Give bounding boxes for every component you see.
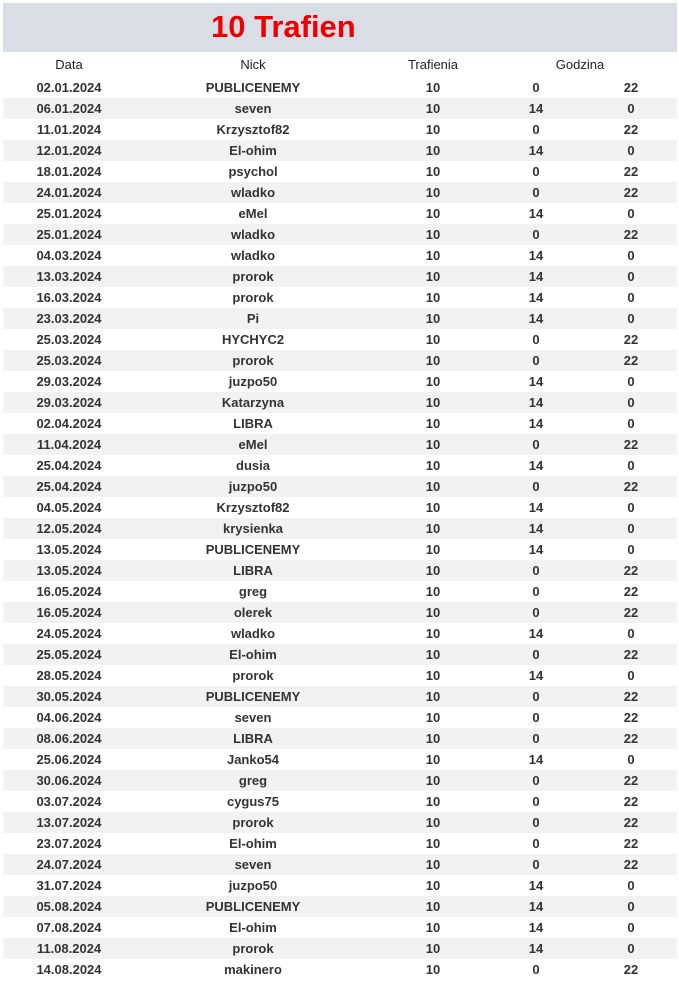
table-row: [3, 518, 677, 539]
table-row: [3, 686, 677, 707]
cell-hits: 10: [425, 815, 441, 830]
table-row: [3, 644, 677, 665]
cell-hour-b: 22: [623, 584, 639, 599]
cell-date: 23.03.2024: [36, 311, 102, 326]
cell-hits: 10: [425, 269, 441, 284]
cell-nick: prorok: [232, 668, 274, 683]
cell-nick: seven: [234, 710, 272, 725]
cell-date: 23.07.2024: [36, 836, 102, 851]
cell-hour-a: 0: [532, 164, 540, 179]
cell-hour-b: 0: [627, 248, 635, 263]
cell-hour-a: 0: [532, 605, 540, 620]
cell-hour-a: 14: [528, 101, 544, 116]
table-row: [3, 245, 677, 266]
cell-hits: 10: [425, 395, 441, 410]
table-row: [3, 350, 677, 371]
cell-hour-b: 0: [627, 920, 635, 935]
cell-hour-a: 14: [528, 752, 544, 767]
cell-date: 25.03.2024: [36, 332, 102, 347]
cell-hour-b: 0: [627, 143, 635, 158]
cell-hour-a: 14: [528, 290, 544, 305]
cell-date: 12.05.2024: [36, 521, 102, 536]
cell-hour-b: 22: [623, 794, 639, 809]
cell-hour-b: 0: [627, 395, 635, 410]
cell-hits: 10: [425, 878, 441, 893]
cell-hits: 10: [425, 122, 441, 137]
cell-hits: 10: [425, 332, 441, 347]
cell-hits: 10: [425, 836, 441, 851]
cell-hour-b: 0: [627, 416, 635, 431]
table-row: [3, 833, 677, 854]
cell-hour-a: 0: [532, 332, 540, 347]
table-row: [3, 623, 677, 644]
table-row: [3, 560, 677, 581]
cell-nick: Pi: [246, 311, 260, 326]
cell-hour-b: 0: [627, 878, 635, 893]
cell-nick: El-ohim: [229, 836, 277, 851]
cell-nick: LIBRA: [233, 563, 273, 578]
cell-hour-b: 0: [627, 458, 635, 473]
cell-hour-a: 0: [532, 710, 540, 725]
cell-hour-b: 22: [623, 185, 639, 200]
cell-hour-b: 22: [623, 605, 639, 620]
cell-hits: 10: [425, 542, 441, 557]
cell-hour-b: 22: [623, 437, 639, 452]
cell-date: 11.01.2024: [36, 122, 102, 137]
header-date: Data: [55, 57, 83, 72]
cell-hits: 10: [425, 857, 441, 872]
cell-hour-a: 14: [528, 668, 544, 683]
cell-hits: 10: [425, 521, 441, 536]
cell-nick: juzpo50: [228, 878, 278, 893]
cell-nick: prorok: [232, 815, 274, 830]
cell-hits: 10: [425, 248, 441, 263]
cell-nick: cygus75: [226, 794, 280, 809]
table-row: [3, 602, 677, 623]
cell-nick: psychol: [228, 164, 278, 179]
cell-hits: 10: [425, 416, 441, 431]
cell-hour-b: 0: [627, 899, 635, 914]
cell-nick: PUBLICENEMY: [205, 899, 301, 914]
cell-nick: olerek: [233, 605, 273, 620]
cell-hour-a: 14: [528, 374, 544, 389]
cell-date: 24.07.2024: [36, 857, 102, 872]
table-row: [3, 497, 677, 518]
table-row: [3, 707, 677, 728]
cell-date: 05.08.2024: [36, 899, 102, 914]
cell-hour-a: 14: [528, 500, 544, 515]
table-row: [3, 308, 677, 329]
cell-hour-a: 0: [532, 563, 540, 578]
cell-date: 08.06.2024: [36, 731, 102, 746]
cell-hour-a: 14: [528, 416, 544, 431]
cell-hour-b: 0: [627, 500, 635, 515]
cell-date: 30.05.2024: [36, 689, 102, 704]
table-row: [3, 812, 677, 833]
cell-hour-a: 14: [528, 311, 544, 326]
table-row: [3, 959, 677, 980]
cell-hour-a: 0: [532, 437, 540, 452]
cell-nick: El-ohim: [229, 920, 277, 935]
cell-nick: juzpo50: [228, 479, 278, 494]
cell-date: 13.05.2024: [36, 563, 102, 578]
cell-date: 24.05.2024: [36, 626, 102, 641]
table-row: [3, 770, 677, 791]
table-row: [3, 287, 677, 308]
cell-hits: 10: [425, 227, 441, 242]
table-row: [3, 266, 677, 287]
cell-hour-a: 14: [528, 899, 544, 914]
table-row: [3, 98, 677, 119]
table-row: [3, 203, 677, 224]
table-row: [3, 455, 677, 476]
cell-hour-b: 22: [623, 836, 639, 851]
cell-date: 04.06.2024: [36, 710, 102, 725]
cell-nick: wladko: [230, 227, 276, 242]
cell-hits: 10: [425, 731, 441, 746]
cell-nick: PUBLICENEMY: [205, 80, 301, 95]
table-row: [3, 413, 677, 434]
table-row: [3, 224, 677, 245]
cell-hour-b: 22: [623, 857, 639, 872]
cell-nick: El-ohim: [229, 647, 277, 662]
cell-hour-b: 22: [623, 710, 639, 725]
cell-nick: HYCHYC2: [221, 332, 285, 347]
cell-hour-a: 14: [528, 248, 544, 263]
cell-hits: 10: [425, 500, 441, 515]
cell-date: 24.01.2024: [36, 185, 102, 200]
cell-hits: 10: [425, 668, 441, 683]
cell-date: 03.07.2024: [36, 794, 102, 809]
cell-hour-b: 0: [627, 626, 635, 641]
cell-hour-a: 0: [532, 815, 540, 830]
cell-hour-b: 0: [627, 542, 635, 557]
table-row: [3, 917, 677, 938]
cell-nick: makinero: [224, 962, 282, 977]
table-row: [3, 581, 677, 602]
cell-nick: prorok: [232, 353, 274, 368]
cell-hits: 10: [425, 752, 441, 767]
cell-hits: 10: [425, 605, 441, 620]
cell-hour-b: 0: [627, 290, 635, 305]
cell-hits: 10: [425, 626, 441, 641]
cell-hour-b: 22: [623, 353, 639, 368]
cell-hits: 10: [425, 773, 441, 788]
cell-hour-b: 0: [627, 374, 635, 389]
cell-hour-a: 14: [528, 143, 544, 158]
header-hits: Trafienia: [407, 57, 459, 72]
table-row: [3, 728, 677, 749]
cell-hits: 10: [425, 584, 441, 599]
cell-hour-a: 0: [532, 185, 540, 200]
cell-hits: 10: [425, 941, 441, 956]
cell-hour-b: 22: [623, 962, 639, 977]
table-header: [3, 54, 677, 75]
cell-nick: wladko: [230, 248, 276, 263]
cell-hour-a: 0: [532, 227, 540, 242]
cell-date: 16.05.2024: [36, 584, 102, 599]
cell-date: 30.06.2024: [36, 773, 102, 788]
cell-hits: 10: [425, 311, 441, 326]
cell-hour-a: 0: [532, 962, 540, 977]
cell-nick: Krzysztof82: [216, 122, 290, 137]
cell-date: 25.01.2024: [36, 206, 102, 221]
cell-nick: Janko54: [226, 752, 280, 767]
cell-hour-a: 14: [528, 542, 544, 557]
cell-date: 29.03.2024: [36, 374, 102, 389]
cell-hits: 10: [425, 962, 441, 977]
table-row: [3, 182, 677, 203]
cell-hour-a: 0: [532, 647, 540, 662]
cell-date: 14.08.2024: [36, 962, 102, 977]
cell-hour-b: 0: [627, 206, 635, 221]
cell-date: 28.05.2024: [36, 668, 102, 683]
cell-hour-a: 0: [532, 731, 540, 746]
cell-hour-b: 0: [627, 311, 635, 326]
cell-hour-a: 0: [532, 80, 540, 95]
cell-hour-a: 14: [528, 626, 544, 641]
cell-hour-a: 14: [528, 920, 544, 935]
cell-hour-a: 14: [528, 395, 544, 410]
cell-nick: wladko: [230, 626, 276, 641]
cell-date: 16.03.2024: [36, 290, 102, 305]
cell-hour-a: 0: [532, 794, 540, 809]
cell-date: 25.05.2024: [36, 647, 102, 662]
header-hour: Godzina: [555, 57, 605, 72]
cell-nick: eMel: [238, 206, 268, 221]
cell-nick: El-ohim: [229, 143, 277, 158]
cell-hour-a: 0: [532, 689, 540, 704]
cell-nick: greg: [238, 584, 268, 599]
cell-hour-b: 0: [627, 941, 635, 956]
cell-date: 11.08.2024: [36, 941, 102, 956]
cell-hour-a: 14: [528, 941, 544, 956]
cell-date: 29.03.2024: [36, 395, 102, 410]
cell-hour-b: 22: [623, 689, 639, 704]
cell-hits: 10: [425, 353, 441, 368]
table-row: [3, 392, 677, 413]
cell-hour-b: 22: [623, 815, 639, 830]
cell-hour-a: 0: [532, 122, 540, 137]
cell-hits: 10: [425, 437, 441, 452]
cell-nick: eMel: [238, 437, 268, 452]
cell-hits: 10: [425, 164, 441, 179]
cell-hits: 10: [425, 80, 441, 95]
cell-date: 16.05.2024: [36, 605, 102, 620]
cell-hour-b: 22: [623, 773, 639, 788]
cell-date: 25.06.2024: [36, 752, 102, 767]
cell-nick: prorok: [232, 941, 274, 956]
cell-hour-b: 22: [623, 227, 639, 242]
table-row: [3, 140, 677, 161]
cell-hour-b: 0: [627, 521, 635, 536]
cell-hits: 10: [425, 920, 441, 935]
cell-date: 06.01.2024: [36, 101, 102, 116]
cell-nick: prorok: [232, 290, 274, 305]
table-body: [3, 77, 677, 980]
table-row: [3, 329, 677, 350]
header-nick: Nick: [240, 57, 266, 72]
cell-hits: 10: [425, 710, 441, 725]
cell-nick: PUBLICENEMY: [205, 542, 301, 557]
cell-hour-a: 0: [532, 773, 540, 788]
cell-hour-a: 14: [528, 458, 544, 473]
cell-nick: seven: [234, 101, 272, 116]
cell-hour-b: 0: [627, 668, 635, 683]
cell-date: 13.03.2024: [36, 269, 102, 284]
table-row: [3, 77, 677, 98]
table-row: [3, 875, 677, 896]
cell-date: 25.01.2024: [36, 227, 102, 242]
table-row: [3, 119, 677, 140]
cell-hour-b: 22: [623, 731, 639, 746]
table-row: [3, 539, 677, 560]
table-row: [3, 476, 677, 497]
cell-hour-a: 14: [528, 521, 544, 536]
cell-date: 25.04.2024: [36, 458, 102, 473]
cell-hour-a: 0: [532, 584, 540, 599]
cell-hour-b: 22: [623, 122, 639, 137]
cell-hits: 10: [425, 647, 441, 662]
cell-hour-b: 22: [623, 647, 639, 662]
cell-hits: 10: [425, 794, 441, 809]
cell-hour-b: 0: [627, 752, 635, 767]
cell-date: 02.01.2024: [36, 80, 102, 95]
cell-hour-a: 0: [532, 836, 540, 851]
table-row: [3, 749, 677, 770]
cell-nick: juzpo50: [228, 374, 278, 389]
cell-hits: 10: [425, 374, 441, 389]
cell-nick: LIBRA: [233, 731, 273, 746]
table-row: [3, 896, 677, 917]
title-bar: [3, 3, 677, 52]
page-title: 10 Trafien: [211, 9, 356, 44]
cell-date: 13.07.2024: [36, 815, 102, 830]
cell-hits: 10: [425, 101, 441, 116]
cell-hour-a: 14: [528, 269, 544, 284]
table-row: [3, 434, 677, 455]
table-row: [3, 161, 677, 182]
cell-nick: LIBRA: [233, 416, 273, 431]
cell-hour-a: 0: [532, 857, 540, 872]
cell-nick: PUBLICENEMY: [205, 689, 301, 704]
table-row: [3, 371, 677, 392]
table-row: [3, 791, 677, 812]
cell-nick: dusia: [236, 458, 270, 473]
cell-date: 25.03.2024: [36, 353, 102, 368]
cell-hits: 10: [425, 458, 441, 473]
cell-nick: wladko: [230, 185, 276, 200]
cell-hour-a: 14: [528, 878, 544, 893]
cell-hour-b: 22: [623, 332, 639, 347]
cell-hour-b: 0: [627, 101, 635, 116]
cell-hits: 10: [425, 563, 441, 578]
cell-hits: 10: [425, 185, 441, 200]
table-row: [3, 854, 677, 875]
cell-hour-b: 22: [623, 479, 639, 494]
cell-nick: Krzysztof82: [216, 500, 290, 515]
cell-nick: prorok: [232, 269, 274, 284]
cell-hour-b: 22: [623, 563, 639, 578]
cell-nick: seven: [234, 857, 272, 872]
cell-hour-a: 14: [528, 206, 544, 221]
cell-hits: 10: [425, 899, 441, 914]
cell-date: 13.05.2024: [36, 542, 102, 557]
cell-date: 02.04.2024: [36, 416, 102, 431]
cell-date: 25.04.2024: [36, 479, 102, 494]
cell-date: 12.01.2024: [36, 143, 102, 158]
cell-hits: 10: [425, 290, 441, 305]
cell-date: 04.05.2024: [36, 500, 102, 515]
cell-date: 18.01.2024: [36, 164, 102, 179]
table-row: [3, 938, 677, 959]
cell-hour-b: 0: [627, 269, 635, 284]
cell-date: 11.04.2024: [36, 437, 102, 452]
cell-date: 04.03.2024: [36, 248, 102, 263]
cell-hour-b: 22: [623, 164, 639, 179]
cell-hour-a: 0: [532, 479, 540, 494]
cell-hour-b: 22: [623, 80, 639, 95]
cell-date: 31.07.2024: [36, 878, 102, 893]
cell-hour-a: 0: [532, 353, 540, 368]
cell-hits: 10: [425, 479, 441, 494]
cell-hits: 10: [425, 206, 441, 221]
table-row: [3, 665, 677, 686]
cell-nick: Katarzyna: [221, 395, 285, 410]
cell-date: 07.08.2024: [36, 920, 102, 935]
cell-nick: krysienka: [223, 521, 283, 536]
cell-hits: 10: [425, 143, 441, 158]
cell-hits: 10: [425, 689, 441, 704]
cell-nick: greg: [238, 773, 268, 788]
